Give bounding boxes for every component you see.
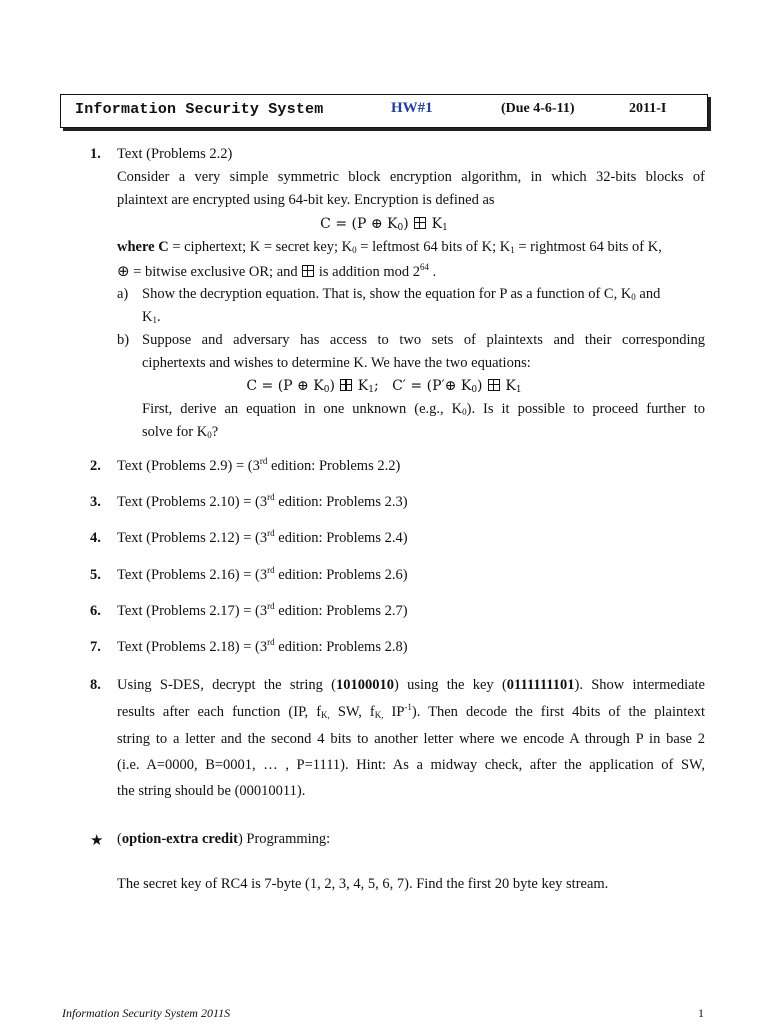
problem-text-line: Consider a very simple symmetric block encryption algorithm, in which 32-bits blocks of — [117, 169, 705, 185]
subpart-text: Suppose and adversary has access to two sets of plaintexts and their corresponding — [142, 332, 705, 348]
problem-text: Text (Problems 2.12) = (3rd edition: Problems 2.4) — [117, 528, 408, 546]
subpart-text: ciphertexts and wishes to determine K. We have the two equations: — [142, 355, 531, 371]
problem-text: Text (Problems 2.9) = (3rd edition: Problems 2.2) — [117, 456, 401, 474]
problem-text: Text (Problems 2.17) = (3rd edition: Problems 2.7) — [117, 601, 408, 619]
extra-credit-text: The secret key of RC4 is 7-byte (1, 2, 3, 4, 5, 6, 7). Find the first 20 byte key stream. — [117, 876, 609, 892]
problem-text-line: string to a letter and the second 4 bits to another letter where we encode A through P in base 2 — [117, 731, 705, 747]
subpart-label: a) — [117, 286, 129, 302]
problem-text-line: Using S-DES, decrypt the string (10100010) using the key (0111111101). Show intermediate — [117, 677, 705, 693]
addition-mod-icon — [302, 265, 314, 277]
term: 2011-I — [629, 101, 667, 116]
problem-number: 2. — [90, 458, 101, 474]
due-date: (Due 4-6-11) — [501, 101, 575, 116]
problem-number: 3. — [90, 494, 101, 510]
definitions-line: where C = ciphertext; K = secret key; $K_0$ = leftmost 64 bits of K; $K_1$ = rightmost 64 bits of K, — [117, 239, 662, 255]
problem-text-line: the string should be (00010011). — [117, 783, 306, 799]
subpart-text: solve for $K_0$? — [142, 424, 219, 440]
subpart-label: b) — [117, 332, 130, 348]
problem-number: 1. — [90, 146, 101, 162]
definitions-line: ⊕ = bitwise exclusive OR; and is addition mod $2^{64}$ . — [117, 262, 437, 280]
two-equations: C = (P ⊕ $K_0$) $K_1$; C′ = (P′⊕ $K_0$) $K_1$ — [246, 378, 522, 395]
problem-number: 4. — [90, 530, 101, 546]
problem-text: Text (Problems 2.10) = (3rd edition: Problems 2.3) — [117, 492, 408, 510]
page-number: 1 — [698, 1006, 704, 1020]
subpart-text: $K_1$. — [142, 309, 161, 325]
addition-mod-icon — [488, 379, 500, 391]
problem-number: 8. — [90, 677, 101, 693]
problem-text: Text (Problems 2.16) = (3rd edition: Problems 2.6) — [117, 565, 408, 583]
problem-text-line: results after each function (IP, $f_{K,}$ SW, $f_{K,}$ $IP^{-1}$). Then decode the first 4bits of the plaintext — [117, 702, 705, 720]
problem-number: 6. — [90, 603, 101, 619]
header-box — [60, 94, 708, 128]
subpart-text: Show the decryption equation. That is, show the equation for P as a function of C, $K_0$ and — [142, 286, 661, 302]
star-icon: ★ — [90, 833, 104, 849]
problem-number: 7. — [90, 639, 101, 655]
problem-title: Text (Problems 2.2) — [117, 146, 233, 162]
encryption-equation: C = (P ⊕ $K_0$) $K_1$ — [320, 216, 448, 233]
hw-number: HW#1 — [391, 100, 433, 116]
problem-text-line: plaintext are encrypted using 64-bit key. Encryption is defined as — [117, 192, 495, 208]
problem-text-line: (i.e. A=0000, B=0001, … , P=1111). Hint: As a midway check, after the application of SW, — [117, 757, 705, 773]
extra-credit-label: (option-extra credit) Programming: — [117, 831, 331, 847]
course-title: Information Security System — [75, 101, 324, 118]
addition-mod-icon — [340, 379, 352, 391]
footer-title: Information Security System 2011S — [62, 1006, 231, 1020]
problem-number: 5. — [90, 567, 101, 583]
problem-text: Text (Problems 2.18) = (3rd edition: Problems 2.8) — [117, 637, 408, 655]
addition-mod-icon — [414, 217, 426, 229]
xor-icon: ⊕ — [117, 262, 130, 280]
subpart-text: First, derive an equation in one unknown (e.g., $K_0$). Is it possible to proceed further to — [142, 401, 706, 417]
